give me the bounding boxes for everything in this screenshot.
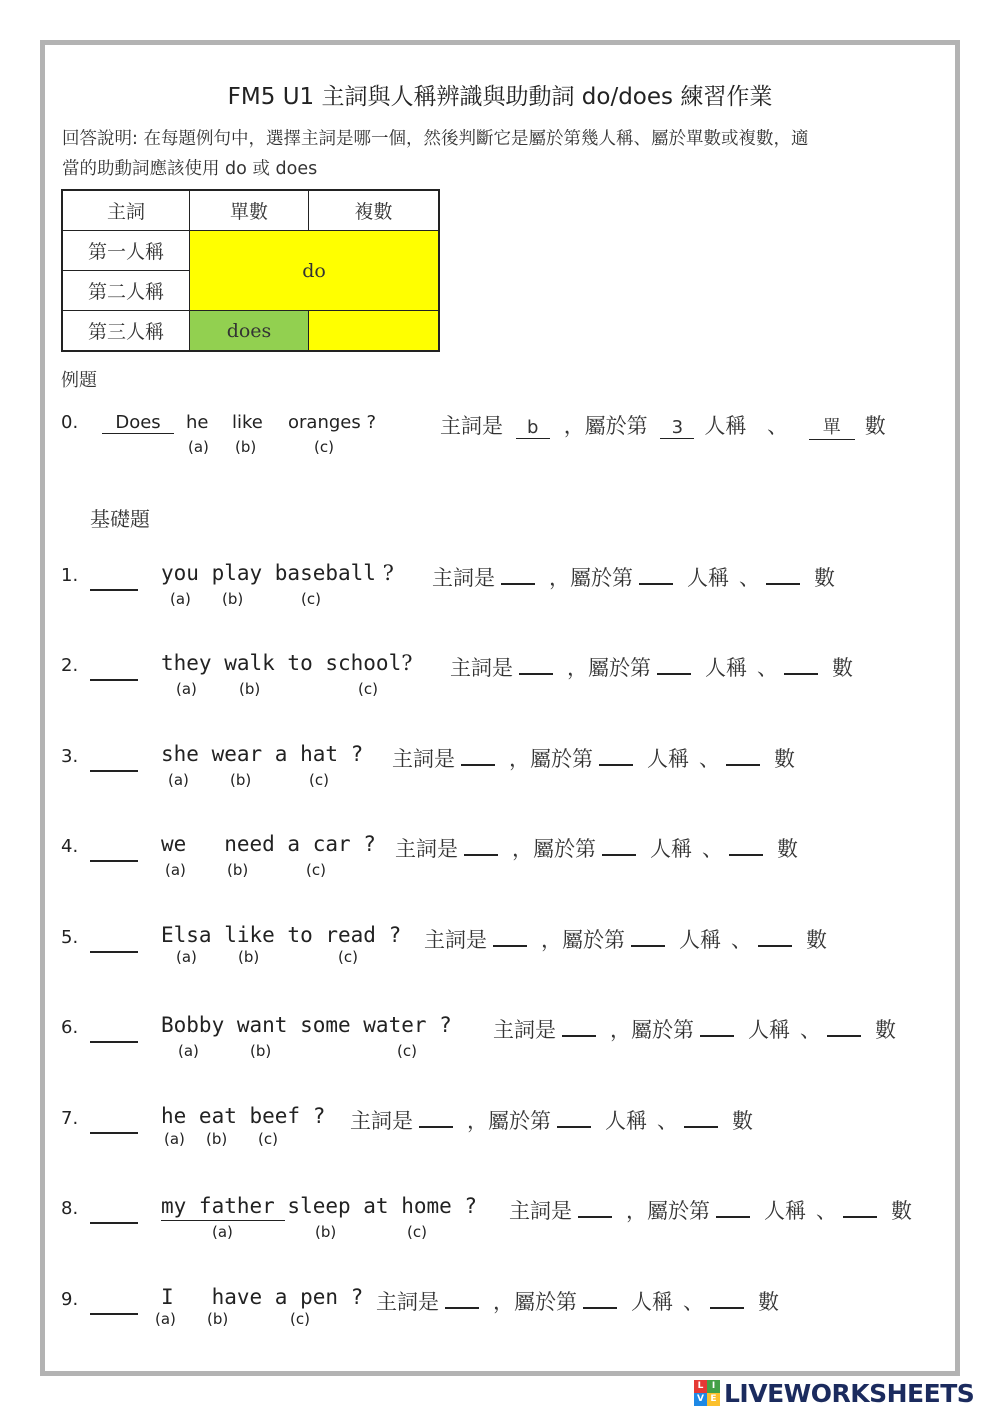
question-sentence (161, 651, 412, 675)
answer-blank[interactable] (90, 1200, 138, 1224)
question-number: 2. (61, 655, 79, 676)
number-blank[interactable] (758, 927, 792, 947)
separator: 、 (757, 656, 778, 680)
question-sentence (161, 1104, 325, 1128)
example-question (0, 410, 1000, 460)
person-blank[interactable] (700, 1017, 734, 1037)
table-row-first-person: 第一人稱 (62, 231, 190, 271)
option-b: (b) (230, 771, 252, 789)
number-suffix: 數 (832, 656, 853, 680)
separator: 、 (816, 1199, 837, 1223)
person-prefix: ，屬於第 (512, 837, 596, 861)
basic-label: 基礎題 (90, 507, 150, 531)
answer-line (509, 1195, 912, 1225)
table-header-singular: 單數 (190, 190, 309, 231)
number-suffix: 數 (875, 1018, 896, 1042)
sentence-text: he eat beef ? (161, 1104, 326, 1128)
sentence-text: Bobby want some water ? (161, 1013, 452, 1037)
example-word-a: he (186, 412, 209, 433)
option-c: (c) (301, 590, 321, 608)
number-blank[interactable] (710, 1289, 744, 1309)
question-8 (0, 1194, 1000, 1258)
option-a: (a) (164, 1130, 185, 1148)
subject-prefix: 主詞是 (424, 928, 487, 952)
subject-blank[interactable] (578, 1198, 612, 1218)
example-label: 例題 (61, 370, 97, 391)
example-answer: Does (102, 412, 174, 434)
option-a: (a) (155, 1310, 176, 1328)
person-blank[interactable] (599, 746, 633, 766)
logo-letter-e: E (707, 1393, 720, 1406)
person-blank[interactable] (716, 1198, 750, 1218)
option-c: (c) (258, 1130, 278, 1148)
person-suffix: 人稱 (687, 566, 729, 590)
question-number: 0. (61, 412, 79, 433)
question-2 (0, 651, 1000, 715)
answer-line (350, 1105, 753, 1135)
question-4 (0, 832, 1000, 896)
number-blank[interactable] (843, 1198, 877, 1218)
question-sentence (161, 1194, 477, 1218)
option-a: (a) (176, 948, 197, 966)
sentence-text: they walk to school (161, 651, 402, 675)
subject-blank[interactable] (461, 746, 495, 766)
number-suffix: 數 (758, 1290, 779, 1314)
option-c: (c) (290, 1310, 310, 1328)
option-c: (c) (358, 680, 378, 698)
table-row-second-person: 第二人稱 (62, 271, 190, 311)
example-number-answer: 單 (809, 413, 855, 440)
number-blank[interactable] (684, 1108, 718, 1128)
option-c: (c) (338, 948, 358, 966)
answer-blank[interactable] (90, 929, 138, 953)
question-sentence (161, 923, 401, 947)
table-cell-does: does (190, 311, 309, 352)
number-suffix: 數 (732, 1109, 753, 1133)
sentence-text: my father sleep at home ? (161, 1194, 478, 1218)
option-a: (a) (212, 1223, 233, 1241)
person-prefix: ，屬於第 (626, 1199, 710, 1223)
worksheet-title: FM5 U1 主詞與人稱辨識與助動詞 do/does 練習作業 (227, 84, 773, 110)
separator: 、 (683, 1290, 704, 1314)
question-sentence (161, 1285, 363, 1309)
sentence-end: ? (375, 561, 394, 585)
subject-prefix: 主詞是 (432, 566, 495, 590)
answer-line (376, 1286, 779, 1316)
question-number: 6. (61, 1017, 79, 1038)
question-5 (0, 923, 1000, 987)
subject-blank[interactable] (562, 1017, 596, 1037)
subject-prefix: 主詞是 (376, 1290, 439, 1314)
question-number: 4. (61, 836, 79, 857)
option-b: (b) (235, 438, 257, 456)
answer-line (392, 743, 795, 773)
option-a: (a) (178, 1042, 199, 1060)
question-number: 1. (61, 565, 79, 586)
subject-prefix: 主詞是 (440, 414, 503, 438)
question-number: 7. (61, 1108, 79, 1129)
sentence-text: you play baseball (161, 561, 376, 585)
separator: 、 (739, 566, 760, 590)
person-prefix: ，屬於第 (467, 1109, 551, 1133)
option-b: (b) (238, 948, 260, 966)
number-blank[interactable] (827, 1017, 861, 1037)
table-row-third-person: 第三人稱 (62, 311, 190, 352)
number-suffix: 數 (814, 566, 835, 590)
option-a: (a) (170, 590, 191, 608)
person-prefix: ，屬於第 (549, 566, 633, 590)
answer-blank[interactable] (90, 1019, 138, 1043)
subject-blank[interactable] (464, 836, 498, 856)
number-blank[interactable] (726, 746, 760, 766)
person-suffix: 人稱 (650, 837, 692, 861)
number-suffix: 數 (864, 414, 886, 438)
question-number: 5. (61, 927, 79, 948)
subject-prefix: 主詞是 (450, 656, 513, 680)
option-a: (a) (168, 771, 189, 789)
number-suffix: 數 (806, 928, 827, 952)
table-cell-plural-third (309, 311, 440, 352)
option-b: (b) (206, 1130, 228, 1148)
person-suffix: 人稱 (704, 414, 747, 438)
option-c: (c) (314, 438, 334, 456)
option-b: (b) (315, 1223, 337, 1241)
subject-blank[interactable] (445, 1289, 479, 1309)
example-answer-line (440, 410, 886, 440)
separator: 、 (657, 1109, 678, 1133)
option-b: (b) (227, 861, 249, 879)
answer-blank[interactable] (90, 838, 138, 862)
option-c: (c) (309, 771, 329, 789)
question-sentence (161, 561, 394, 585)
option-a: (a) (165, 861, 186, 879)
subject-prefix: 主詞是 (395, 837, 458, 861)
question-sentence (161, 742, 363, 766)
reference-table (61, 189, 440, 352)
question-number: 8. (61, 1198, 79, 1219)
table-header-plural: 複數 (309, 190, 440, 231)
separator: 、 (800, 1018, 821, 1042)
person-prefix: ，屬於第 (493, 1290, 577, 1314)
example-subject-answer: b (516, 417, 550, 439)
question-sentence (161, 1013, 452, 1037)
subject-blank[interactable] (419, 1108, 453, 1128)
person-blank[interactable] (631, 927, 665, 947)
liveworksheets-logo-icon (694, 1380, 720, 1406)
instructions-line-1: 回答說明: 在每題例句中，選擇主詞是哪一個，然後判斷它是屬於第幾人稱、屬於單數或複數，適 (62, 129, 809, 149)
table-header-subject: 主詞 (62, 190, 190, 231)
instructions (62, 124, 942, 184)
answer-line (493, 1014, 896, 1044)
example-word-c: oranges ? (288, 412, 377, 433)
separator: 、 (702, 837, 723, 861)
person-blank[interactable] (602, 836, 636, 856)
separator: 、 (731, 928, 752, 952)
subject-prefix: 主詞是 (509, 1199, 572, 1223)
subject-prefix: 主詞是 (493, 1018, 556, 1042)
number-suffix: 數 (777, 837, 798, 861)
person-suffix: 人稱 (647, 747, 689, 771)
person-blank[interactable] (557, 1108, 591, 1128)
sentence-text: Elsa like to read ? (161, 923, 402, 947)
option-c: (c) (306, 861, 326, 879)
person-suffix: 人稱 (605, 1109, 647, 1133)
option-c: (c) (397, 1042, 417, 1060)
answer-blank[interactable] (90, 567, 138, 591)
logo-letter-i: I (707, 1380, 720, 1393)
number-suffix: 數 (774, 747, 795, 771)
liveworksheets-brand[interactable] (694, 1380, 974, 1406)
table-cell-do: do (190, 231, 440, 311)
person-blank[interactable] (583, 1289, 617, 1309)
question-number: 3. (61, 746, 79, 767)
question-1 (0, 561, 1000, 625)
answer-blank[interactable] (90, 1110, 138, 1134)
person-blank[interactable] (639, 565, 673, 585)
person-blank[interactable] (657, 655, 691, 675)
person-prefix: ，屬於第 (509, 747, 593, 771)
person-suffix: 人稱 (705, 656, 747, 680)
person-prefix: ，屬於第 (563, 414, 648, 438)
person-suffix: 人稱 (679, 928, 721, 952)
number-suffix: 數 (891, 1199, 912, 1223)
option-b: (b) (250, 1042, 272, 1060)
person-suffix: 人稱 (764, 1199, 806, 1223)
question-7 (0, 1104, 1000, 1168)
question-number: 9. (61, 1289, 79, 1310)
question-9 (0, 1285, 1000, 1349)
option-c: (c) (407, 1223, 427, 1241)
option-b: (b) (222, 590, 244, 608)
person-suffix: 人稱 (631, 1290, 673, 1314)
answer-line (424, 924, 827, 954)
subject-prefix: 主詞是 (350, 1109, 413, 1133)
example-person-answer: 3 (660, 417, 694, 439)
answer-line (432, 562, 835, 592)
answer-blank[interactable] (90, 657, 138, 681)
subject-prefix: 主詞是 (392, 747, 455, 771)
sentence-text: I have a pen ? (161, 1285, 364, 1309)
number-blank[interactable] (729, 836, 763, 856)
separator: 、 (699, 747, 720, 771)
example-word-b: like (232, 412, 263, 433)
option-b: (b) (207, 1310, 229, 1328)
subject-blank[interactable] (501, 565, 535, 585)
sentence-text: we need a car ? (161, 832, 376, 856)
question-3 (0, 742, 1000, 806)
subject-blank[interactable] (493, 927, 527, 947)
separator: 、 (767, 414, 789, 438)
option-a: (a) (188, 438, 209, 456)
subject-blank[interactable] (519, 655, 553, 675)
person-prefix: ，屬於第 (610, 1018, 694, 1042)
logo-letter-v: V (694, 1393, 707, 1406)
number-blank[interactable] (766, 565, 800, 585)
question-6 (0, 1013, 1000, 1077)
answer-blank[interactable] (90, 1291, 138, 1315)
sentence-text: she wear a hat ? (161, 742, 364, 766)
person-suffix: 人稱 (748, 1018, 790, 1042)
logo-letter-l: L (694, 1380, 707, 1393)
subject-underline (161, 1220, 285, 1221)
instructions-line-2: 當的助動詞應該使用 do 或 does (62, 159, 318, 179)
number-blank[interactable] (784, 655, 818, 675)
person-prefix: ，屬於第 (567, 656, 651, 680)
option-b: (b) (239, 680, 261, 698)
option-a: (a) (176, 680, 197, 698)
sentence-end: ? (401, 651, 413, 675)
question-sentence (161, 832, 376, 856)
answer-line (395, 833, 798, 863)
answer-line (450, 652, 853, 682)
brand-wordmark: LIVEWORKSHEETS (724, 1378, 975, 1408)
answer-blank[interactable] (90, 748, 138, 772)
person-prefix: ，屬於第 (541, 928, 625, 952)
